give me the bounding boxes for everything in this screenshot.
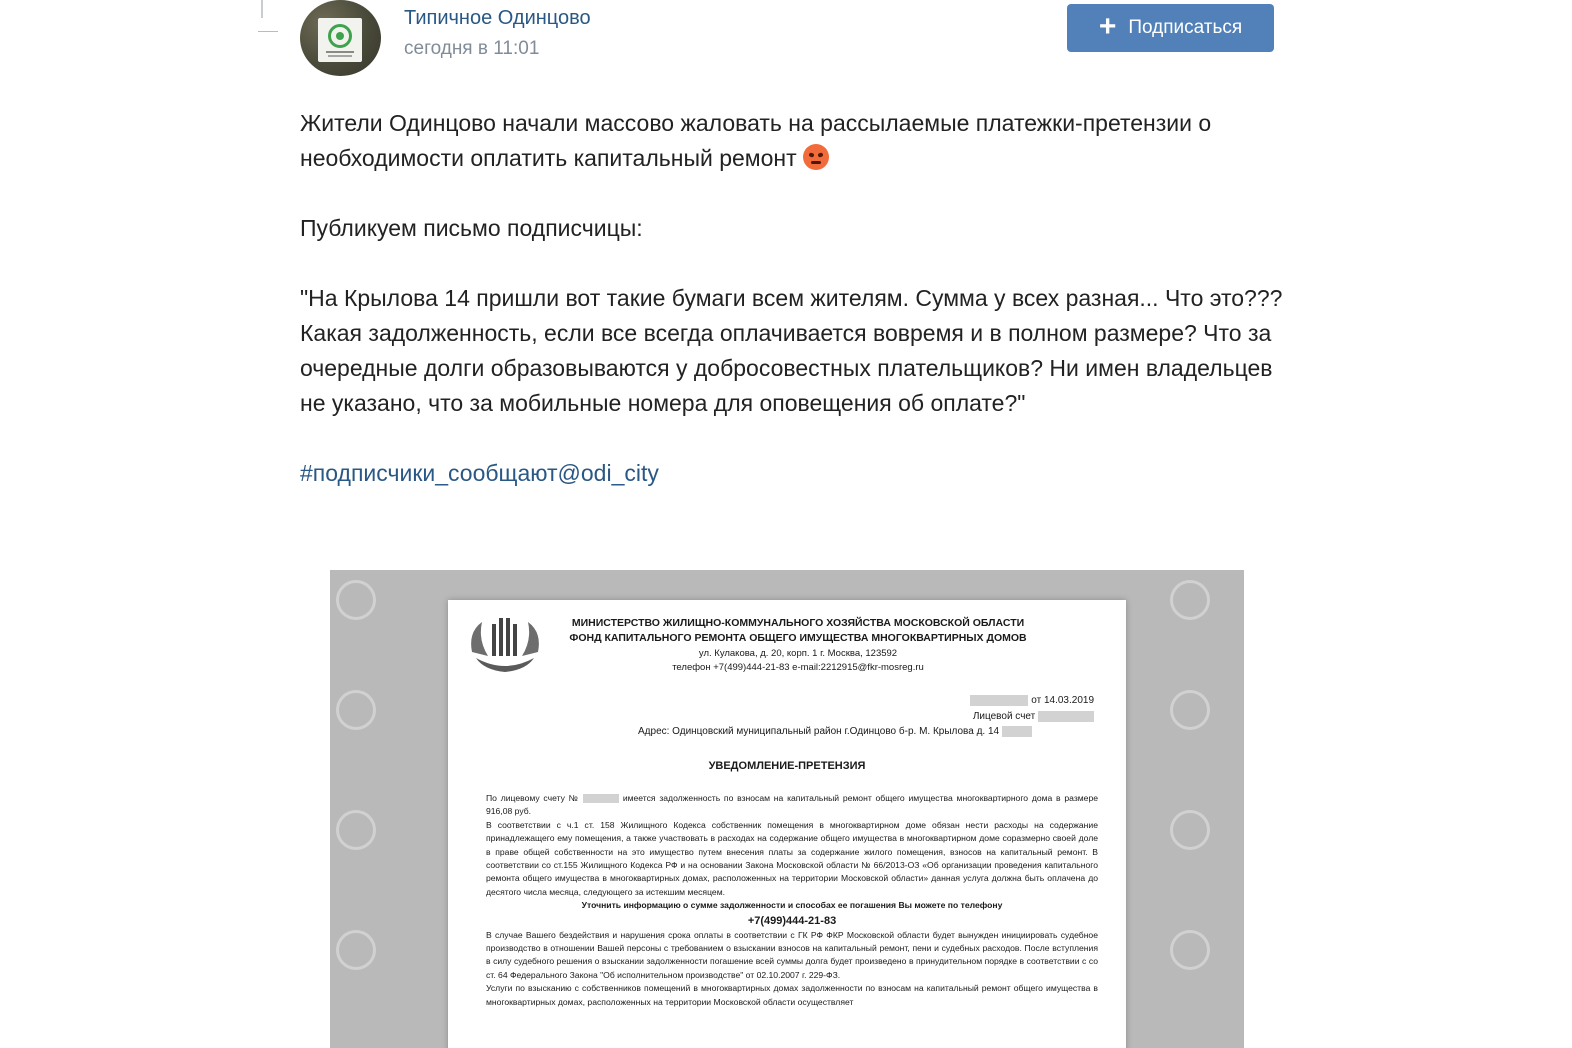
- post-paragraph: "На Крылова 14 пришли вот такие бумаги всем жителям. Сумма у всех разная... Что это??? Какая задолженность, если все всегда оплачивается вовремя и в полном размере? Что за очередные долги образовываются у добросовестных плательщиков? Ни имен владельцев не указано, что за мобильные номера для оповещения об оплате?": [300, 285, 1283, 416]
- watermark-icon: [1170, 580, 1210, 620]
- post-paragraph-text: Жители Одинцово начали массово жаловать на рассылаемые платежки-претензии о необходимости оплатить капитальный ремонт: [300, 110, 1212, 171]
- plus-icon: +: [1098, 9, 1117, 43]
- post-paragraph: [300, 106, 1285, 176]
- post-photo[interactable]: [330, 570, 1244, 1048]
- document-text: По лицевому счету №: [486, 793, 580, 803]
- document-phone: +7(499)444-21-83: [747, 914, 837, 927]
- avatar[interactable]: [300, 0, 381, 76]
- subscribe-label: Подписаться: [1128, 17, 1243, 38]
- post-header: [300, 0, 1274, 80]
- document-header-line: МИНИСТЕРСТВО ЖИЛИЩНО-КОММУНАЛЬНОГО ХОЗЯЙСТВА МОСКОВСКОЙ ОБЛАСТИ: [571, 617, 1025, 629]
- document-body: [486, 792, 1098, 1009]
- document-address: [548, 647, 1048, 675]
- redacted-field: [583, 794, 619, 803]
- document-address-line: ул. Кулакова, д. 20, корп. 1 г. Москва, 123592: [698, 648, 898, 659]
- document-date-block: [970, 693, 1094, 725]
- watermark-icon: [1170, 690, 1210, 730]
- ministry-emblem-icon: [466, 612, 544, 674]
- left-edge-marks: [258, 0, 280, 40]
- watermark-icon: [336, 930, 376, 970]
- post-text: [300, 106, 1285, 526]
- post: [300, 0, 1283, 486]
- group-logo: [318, 18, 362, 62]
- post-paragraph: [300, 456, 1285, 491]
- document-text: В соответствии с ч.1 ст. 158 Жилищного Кодекса собственник помещения в многоквартирном доме обязан нести расходы на содержание принадлежащего ему помещения, а также участвовать в расходах на содержание общего имущества в многоквартирном доме соразмерно своей доле в праве общей собственности на это имущество путем внесения платы за содержание жилого помещения, взносов на капитальный ремонт. В соответствии со ст.155 Жилищного Кодекса РФ и на основании Закона Московской области № 66/2013-ОЗ «Об организации проведения капитального ремонта общего имущества в многоквартирных домах, расположенных на территории Московской области» данная услуга должна быть оплачена до десятого числа месяца, следующего за истекшим месяцем.: [486, 819, 1098, 897]
- watermark-icon: [336, 580, 376, 620]
- document-image: [448, 600, 1126, 1048]
- document-text: В случае Вашего бездействия и нарушения срока оплаты в соответствии с ГК РФ ФКР Московской области будет вынужден инициировать судебное производство в отношении Вашей персоны с требованием о взыскании взносов на капитальный ремонт, пени и судебных расходов. После вступления в силу судебного решения о взыскании задолженности погашение всей суммы долга будет произведено в принудительном порядке в соответствии с со ст. 64 Федерального Закона "Об исполнительном производстве" от 02.10.2007 г. 229-ФЗ.: [486, 929, 1098, 980]
- document-date: от 14.03.2019: [1031, 695, 1094, 706]
- group-name[interactable]: Типичное Одинцово: [404, 7, 591, 29]
- subscribe-button[interactable]: [1067, 4, 1274, 52]
- document-header: [548, 616, 1048, 646]
- account-label: Лицевой счет: [972, 711, 1036, 722]
- document-text: Услуги по взысканию с собственников помещений в многоквартирных домах задолженности по взносам на капитальный ремонт общего имущества в многоквартирных домах, расположенных на территории Московской области осуществляет: [486, 983, 1098, 1007]
- post-paragraph: Публикуем письмо подписчицы:: [300, 215, 643, 241]
- document-address-line: [638, 726, 1032, 737]
- angry-face-emoji-icon: [803, 144, 829, 170]
- redacted-field: [1002, 726, 1032, 737]
- post-time[interactable]: сегодня в 11:01: [404, 38, 540, 59]
- hashtag-link[interactable]: #подписчики_сообщают@odi_city: [300, 460, 659, 486]
- watermark-icon: [336, 810, 376, 850]
- redacted-field: [1038, 711, 1094, 722]
- document-address-line: телефон +7(499)444-21-83 e-mail:2212915@fkr-mosreg.ru: [672, 662, 924, 673]
- document-title: УВЕДОМЛЕНИЕ-ПРЕТЕНЗИЯ: [708, 760, 866, 772]
- document-text: Уточнить информацию о сумме задолженности и способах ее погашения Вы можете по телефону: [581, 900, 1003, 911]
- document-text: имеется задолженность по взносам на капитальный ремонт общего имущества многоквартирного дома в размере 916,08 руб.: [486, 793, 1099, 817]
- watermark-icon: [1170, 930, 1210, 970]
- redacted-field: [970, 695, 1028, 706]
- watermark-icon: [336, 690, 376, 730]
- watermark-icon: [1170, 810, 1210, 850]
- document-header-line: ФОНД КАПИТАЛЬНОГО РЕМОНТА ОБЩЕГО ИМУЩЕСТВА МНОГОКВАРТИРНЫХ ДОМОВ: [569, 632, 1027, 644]
- document-address-text: Адрес: Одинцовский муниципальный район г.Одинцово б-р. М. Крылова д. 14: [638, 726, 1000, 738]
